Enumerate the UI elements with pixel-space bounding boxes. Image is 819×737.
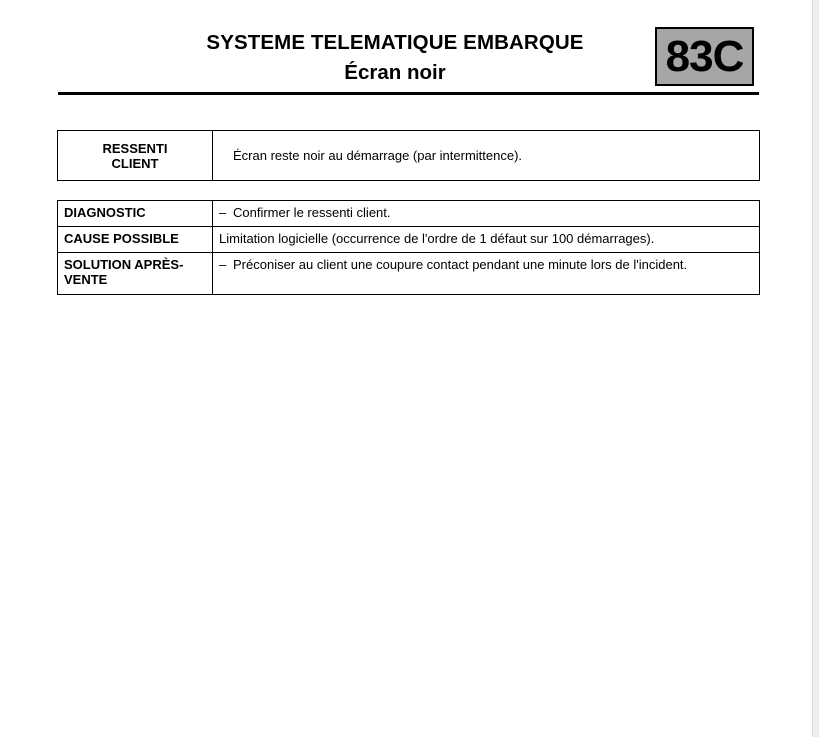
- document-title: SYSTEME TELEMATIQUE EMBARQUE: [206, 31, 584, 54]
- diagnostic-text: Confirmer le ressenti client.: [233, 205, 391, 220]
- row-label-cause: CAUSE POSSIBLE: [58, 227, 213, 253]
- section-code-badge: 83C: [655, 27, 754, 86]
- symptom-label-line2: CLIENT: [111, 155, 159, 171]
- row-value-solution: [213, 253, 760, 295]
- solution-text: Préconiser au client une coupure contact pendant une minute lors de l'incident.: [233, 257, 688, 272]
- row-value-diagnostic: [213, 201, 760, 227]
- row-label-solution: [58, 253, 213, 295]
- table-row: [58, 227, 760, 253]
- symptom-value-cell: [213, 131, 760, 181]
- row-value-cause: [213, 227, 760, 253]
- cause-text: Limitation logicielle (occurrence de l'ordre de 1 défaut sur 100 démarrages).: [219, 231, 655, 246]
- dash-bullet: –: [219, 257, 227, 272]
- table-row: [58, 201, 760, 227]
- row-label-diagnostic: DIAGNOSTIC: [58, 201, 213, 227]
- diagnosis-table: [57, 200, 760, 295]
- solution-label-line1: SOLUTION APRÈS-: [64, 257, 184, 272]
- symptom-value: Écran reste noir au démarrage (par intermittence).: [233, 148, 523, 163]
- solution-label-line2: VENTE: [64, 272, 108, 287]
- symptom-label-line1: RESSENTI: [102, 140, 168, 156]
- window-edge: [812, 0, 819, 737]
- header-divider: [58, 92, 759, 95]
- table-row: [58, 131, 760, 181]
- dash-bullet: –: [219, 205, 227, 220]
- symptom-table: [57, 130, 760, 181]
- document-subtitle: Écran noir: [344, 61, 446, 84]
- symptom-label-cell: [58, 131, 213, 181]
- table-row: [58, 253, 760, 295]
